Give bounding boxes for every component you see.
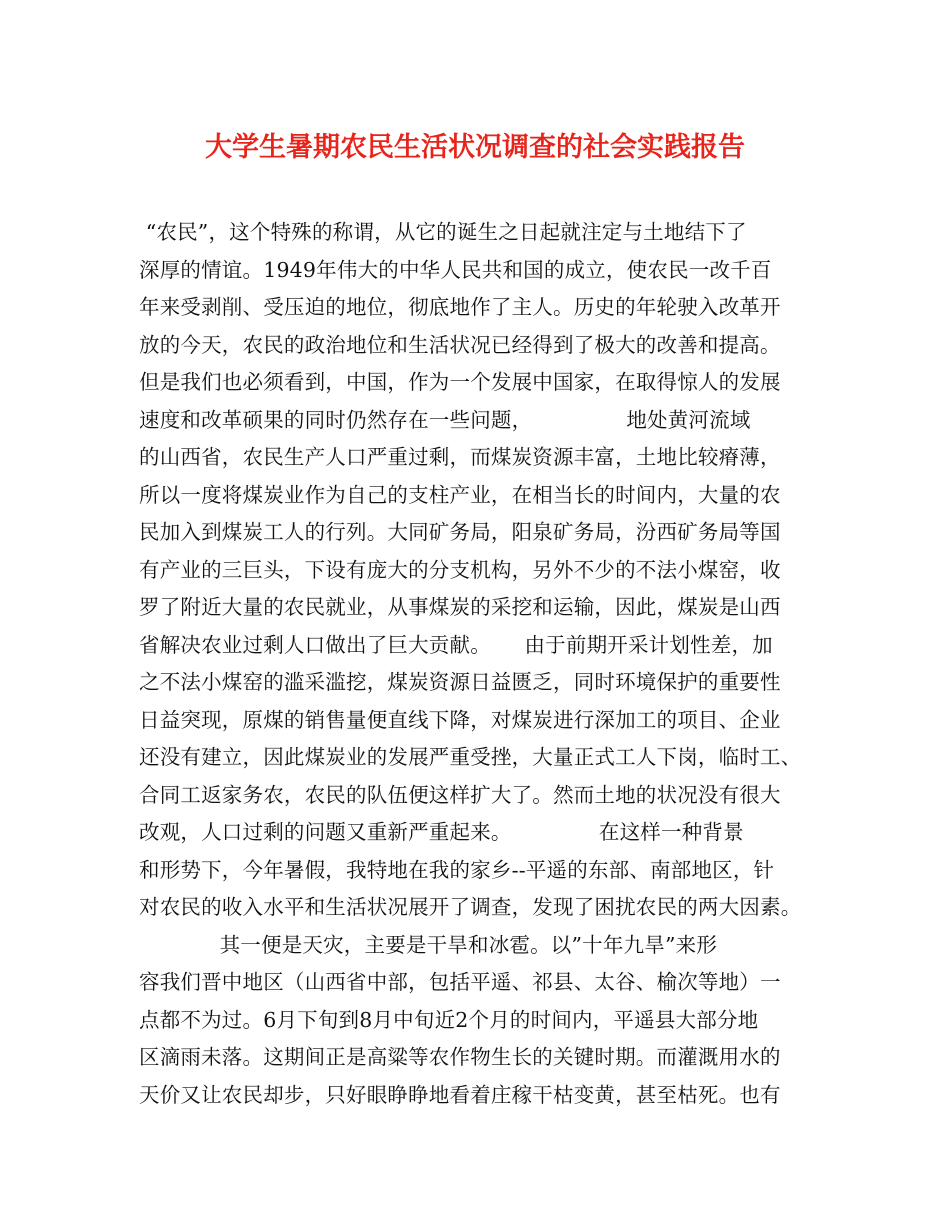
body-line: 改观，人口过剩的问题又重新严重起来。 在这样一种背景 bbox=[139, 820, 744, 844]
body-line: 但是我们也必须看到，中国，作为一个发展中国家，在取得惊人的发展 bbox=[139, 370, 781, 394]
document-title: 大学生暑期农民生活状况调查的社会实践报告 bbox=[205, 132, 745, 163]
body-line: 容我们晋中地区（山西省中部，包括平遥、祁县、太谷、榆次等地）一 bbox=[139, 970, 781, 994]
body-line: 的山西省，农民生产人口严重过剩，而煤炭资源丰富，土地比较瘠薄， bbox=[139, 445, 781, 469]
body-line: “农民”，这个特殊的称谓，从它的诞生之日起就注定与土地结下了 bbox=[139, 220, 747, 244]
body-line: 日益突现，原煤的销售量便直线下降，对煤炭进行深加工的项目、企业 bbox=[139, 707, 781, 732]
body-line: 其一便是天灾，主要是干旱和冰雹。以”十年九旱”来形 bbox=[139, 932, 718, 957]
body-line: 罗了附近大量的农民就业，从事煤炭的采挖和运输，因此，煤炭是山西 bbox=[139, 595, 781, 619]
body-line: 省解决农业过剩人口做出了巨大贡献。 由于前期开采计划性差，加 bbox=[139, 632, 773, 657]
body-line: 对农民的收入水平和生活状况展开了调查，发现了困扰农民的两大因素。 bbox=[139, 895, 802, 919]
body-line: 速度和改革硕果的同时仍然存在一些问题， 地处黄河流域 bbox=[139, 407, 751, 432]
body-line: 和形势下，今年暑假，我特地在我的家乡--平遥的东部、南部地区，针 bbox=[139, 857, 775, 882]
body-line: 点都不为过。6月下旬到8月中旬近2个月的时间内，平遥县大部分地 bbox=[139, 1007, 759, 1032]
body-line: 区滴雨未落。这期间正是高粱等农作物生长的关键时期。而灌溉用水的 bbox=[139, 1045, 781, 1069]
body-line: 所以一度将煤炭业作为自己的支柱产业，在相当长的时间内，大量的农 bbox=[139, 482, 781, 507]
body-line: 年来受剥削、受压迫的地位，彻底地作了主人。历史的年轮驶入改革开 bbox=[139, 295, 781, 319]
document-body bbox=[139, 214, 829, 1114]
body-line: 合同工返家务农，农民的队伍便这样扩大了。然而土地的状况没有很大 bbox=[139, 782, 781, 807]
body-line: 天价又让农民却步，只好眼睁睁地看着庄稼干枯变黄，甚至枯死。也有 bbox=[139, 1082, 781, 1107]
body-line: 之不法小煤窑的滥采滥挖，煤炭资源日益匮乏，同时环境保护的重要性 bbox=[139, 670, 781, 694]
body-line: 还没有建立，因此煤炭业的发展严重受挫，大量正式工人下岗，临时工、 bbox=[139, 745, 802, 769]
body-line: 深厚的情谊。1949年伟大的中华人民共和国的成立，使农民一改千百 bbox=[139, 257, 772, 282]
body-line: 放的今天，农民的政治地位和生活状况已经得到了极大的改善和提高。 bbox=[139, 332, 781, 357]
body-line: 民加入到煤炭工人的行列。大同矿务局，阳泉矿务局，汾西矿务局等国 bbox=[139, 520, 781, 544]
body-line: 有产业的三巨头，下设有庞大的分支机构，另外不少的不法小煤窑，收 bbox=[139, 557, 781, 582]
